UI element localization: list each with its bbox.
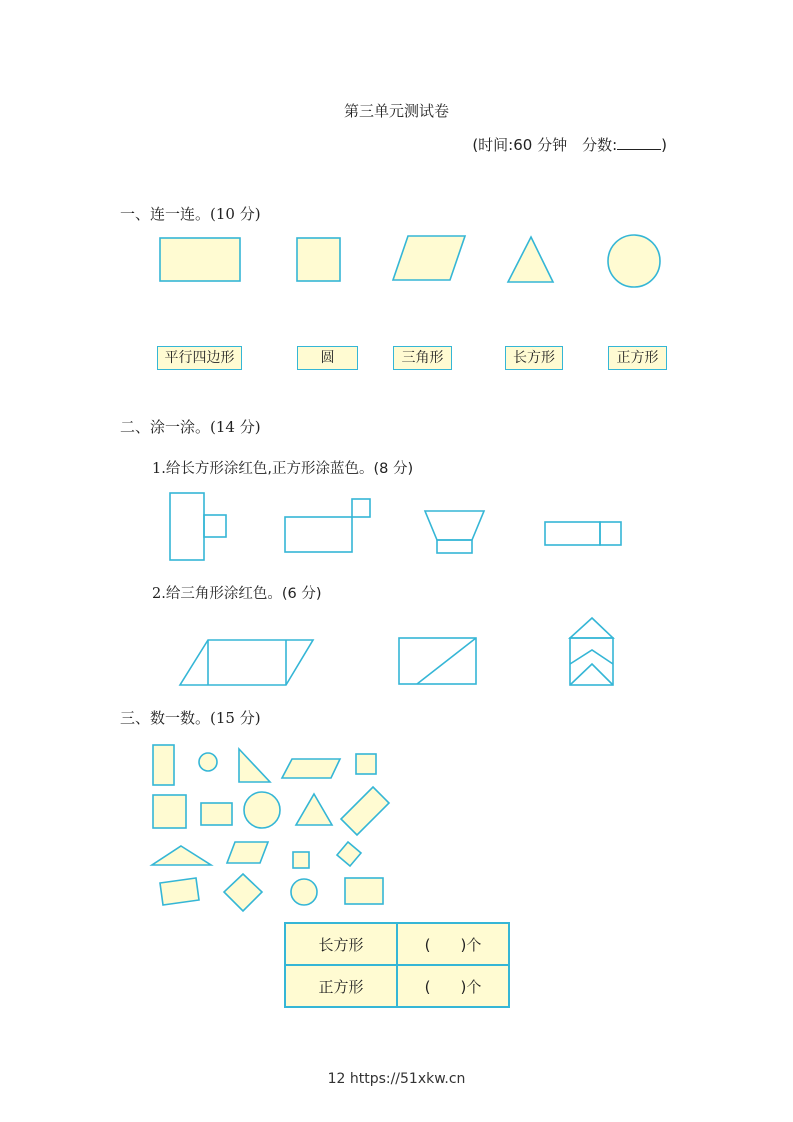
square-shape[interactable] bbox=[297, 238, 340, 281]
triangle-shape[interactable] bbox=[508, 237, 553, 282]
row-label-rectangle: 长方形 bbox=[285, 923, 397, 965]
inner-triangle bbox=[570, 664, 613, 685]
diagonal-rectangle[interactable] bbox=[399, 638, 476, 684]
label-square[interactable]: 正方形 bbox=[608, 346, 667, 370]
section-1-heading: 一、连一连。(10 分) bbox=[120, 205, 261, 223]
section-2-1-shapes bbox=[0, 485, 793, 570]
count-circle-3[interactable] bbox=[291, 879, 317, 905]
answer-rectangle[interactable]: ( )个 bbox=[397, 923, 509, 965]
score-blank[interactable] bbox=[617, 135, 661, 150]
trapezoid-shape[interactable] bbox=[425, 511, 484, 540]
label-rectangle[interactable]: 长方形 bbox=[505, 346, 563, 370]
section-2-heading: 二、涂一涂。(14 分) bbox=[120, 418, 261, 436]
label-parallelogram[interactable]: 平行四边形 bbox=[157, 346, 242, 370]
count-rectangle-2[interactable] bbox=[201, 803, 232, 825]
table-row bbox=[285, 923, 509, 965]
count-parallelogram-2[interactable] bbox=[227, 842, 268, 863]
count-triangle-1[interactable] bbox=[239, 749, 270, 782]
question-2-2-number: 2. bbox=[152, 586, 166, 602]
label-circle[interactable]: 圆 bbox=[297, 346, 358, 370]
question-2-2-text: 给三角形涂红色。(6 分) bbox=[165, 586, 322, 602]
roof-triangle[interactable] bbox=[570, 618, 613, 638]
time-score-line bbox=[472, 134, 667, 155]
section-3-shapes bbox=[0, 735, 793, 915]
table-row bbox=[285, 965, 509, 1007]
count-circle-1[interactable] bbox=[199, 753, 217, 771]
question-2-1 bbox=[152, 457, 413, 478]
row-label-square: 正方形 bbox=[285, 965, 397, 1007]
count-parallelogram-1[interactable] bbox=[282, 759, 340, 778]
page-title: 第三单元测试卷 bbox=[343, 102, 449, 120]
count-square-3[interactable] bbox=[293, 852, 309, 868]
time-score-label: (时间:60 分钟 分数: bbox=[472, 136, 618, 154]
count-rectangle-1[interactable] bbox=[153, 745, 174, 785]
count-tilted-rectangle[interactable] bbox=[160, 878, 199, 905]
answer-square[interactable]: ( )个 bbox=[397, 965, 509, 1007]
base-rectangle[interactable] bbox=[437, 540, 472, 553]
count-square-2[interactable] bbox=[153, 795, 186, 828]
parallelogram-shape[interactable] bbox=[393, 236, 465, 280]
split-parallelogram[interactable] bbox=[180, 640, 313, 685]
count-square-1[interactable] bbox=[356, 754, 376, 774]
label-triangle[interactable]: 三角形 bbox=[393, 346, 452, 370]
time-score-close: ) bbox=[661, 136, 667, 154]
question-2-2 bbox=[152, 582, 322, 603]
inner-chevron bbox=[570, 650, 613, 664]
count-table bbox=[284, 922, 510, 1008]
rectangle-shape[interactable] bbox=[160, 238, 240, 281]
page-footer: 12 https://51xkw.cn bbox=[327, 1071, 466, 1087]
count-circle-2[interactable] bbox=[244, 792, 280, 828]
small-square[interactable] bbox=[204, 515, 226, 537]
long-rectangle[interactable] bbox=[545, 522, 600, 545]
end-square[interactable] bbox=[600, 522, 621, 545]
question-2-1-text: 给长方形涂红色,正方形涂蓝色。(8 分) bbox=[165, 461, 414, 477]
circle-shape[interactable] bbox=[608, 235, 660, 287]
count-diamond[interactable] bbox=[224, 874, 262, 911]
section-3-heading: 三、数一数。(15 分) bbox=[120, 709, 261, 727]
count-triangle-2[interactable] bbox=[296, 794, 332, 825]
wide-rectangle[interactable] bbox=[285, 517, 352, 552]
count-rotated-square-1[interactable] bbox=[337, 842, 361, 866]
section-1-shapes bbox=[0, 225, 793, 305]
section-2-2-shapes bbox=[0, 610, 793, 695]
diagonal-line bbox=[417, 638, 476, 684]
count-rectangle-3[interactable] bbox=[345, 878, 383, 904]
count-triangle-3[interactable] bbox=[152, 846, 211, 865]
tall-rectangle[interactable] bbox=[170, 493, 204, 560]
corner-square[interactable] bbox=[352, 499, 370, 517]
count-rotated-rectangle[interactable] bbox=[341, 787, 389, 835]
question-2-1-number: 1. bbox=[152, 461, 166, 477]
